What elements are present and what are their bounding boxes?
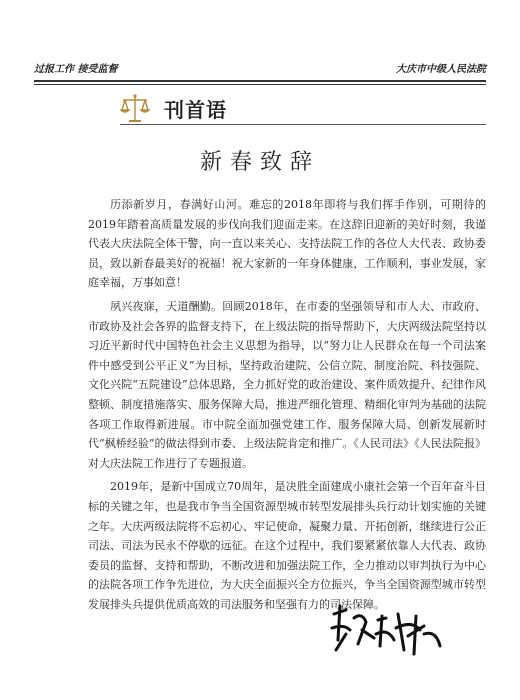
paragraph: 2019年，是新中国成立70周年，是决胜全面建成小康社会第一个百年奋斗目标的关键之年，也是我市争当全国资源型城市转型发展排头兵行动计划实施的关键之年。大庆两级法院将不忘初心、牢记使命，凝聚力量、开拓创新，继续进行公正司法、司法为民永不停歇的远征。在这个过程中，我们要紧紧依靠人大代表、政协委员的监督、支持和帮助，不断改进和加强法院工作，全力推动以审判执行为中心的法院各项工作争先进位，为大庆全面振兴全方位振兴，争当全国资源型城市转型发展排头兵提供优质高效的司法服务和坚强有力的司法保障。 — [88, 480, 486, 611]
article-body — [88, 195, 486, 614]
header-rule-thin — [34, 84, 486, 85]
paragraph: 夙兴夜寐，天道酬勤。回顾2018年，在市委的坚强领导和市人大、市政府、市政协及社会各界的监督支持下，在上级法院的指导帮助下，大庆两级法院坚持以习近平新时代中国特色社会主义思想为指导，以“努力让人民群众在每一个司法案件中感受到公平正义”为目标，坚持政治建院、公信立院、制度治院、科技强院、文化兴院“五院建设”总体思路，全力抓好党的政治建设、案件质效提升、纪律作风整顿、制度措施落实、服务保障大局，推进严细化管理、精细化审判为基础的法院各项工作取得新进展。市中院全面加强党建工作、服务保障大局、创新发展新时代“枫桥经验”的做法得到市委、上级法院肯定和推广。《人民司法》《人民法院报》对大庆法院工作进行了专题报道。 — [88, 299, 486, 470]
article-title: 新春致辞 — [199, 150, 320, 175]
page-header — [34, 60, 486, 76]
paragraph: 历添新岁月，春满好山河。难忘的2018年即将与我们挥手作别，可期待的2019年踏着高质量发展的步伐向我们迎面走来。在这辞旧迎新的美好时刻，我谨代表大庆法院全体干警，向一直以来关心、支持法院工作的各位人大代表、政协委员，致以新春最美好的祝福！祝大家新的一年身体健康，工作顺利，事业发展，家庭幸福，万事如意！ — [88, 198, 486, 290]
scales-of-justice-icon — [118, 92, 152, 126]
header-organization: 大庆市中级人民法院 — [396, 64, 486, 75]
section-divider — [120, 124, 486, 125]
handwritten-signature-icon — [328, 600, 448, 662]
section-title: 刊首语 — [164, 98, 227, 122]
header-slogan: 过报工作 接受监督 — [34, 64, 118, 75]
header-rule-thick — [34, 80, 486, 82]
